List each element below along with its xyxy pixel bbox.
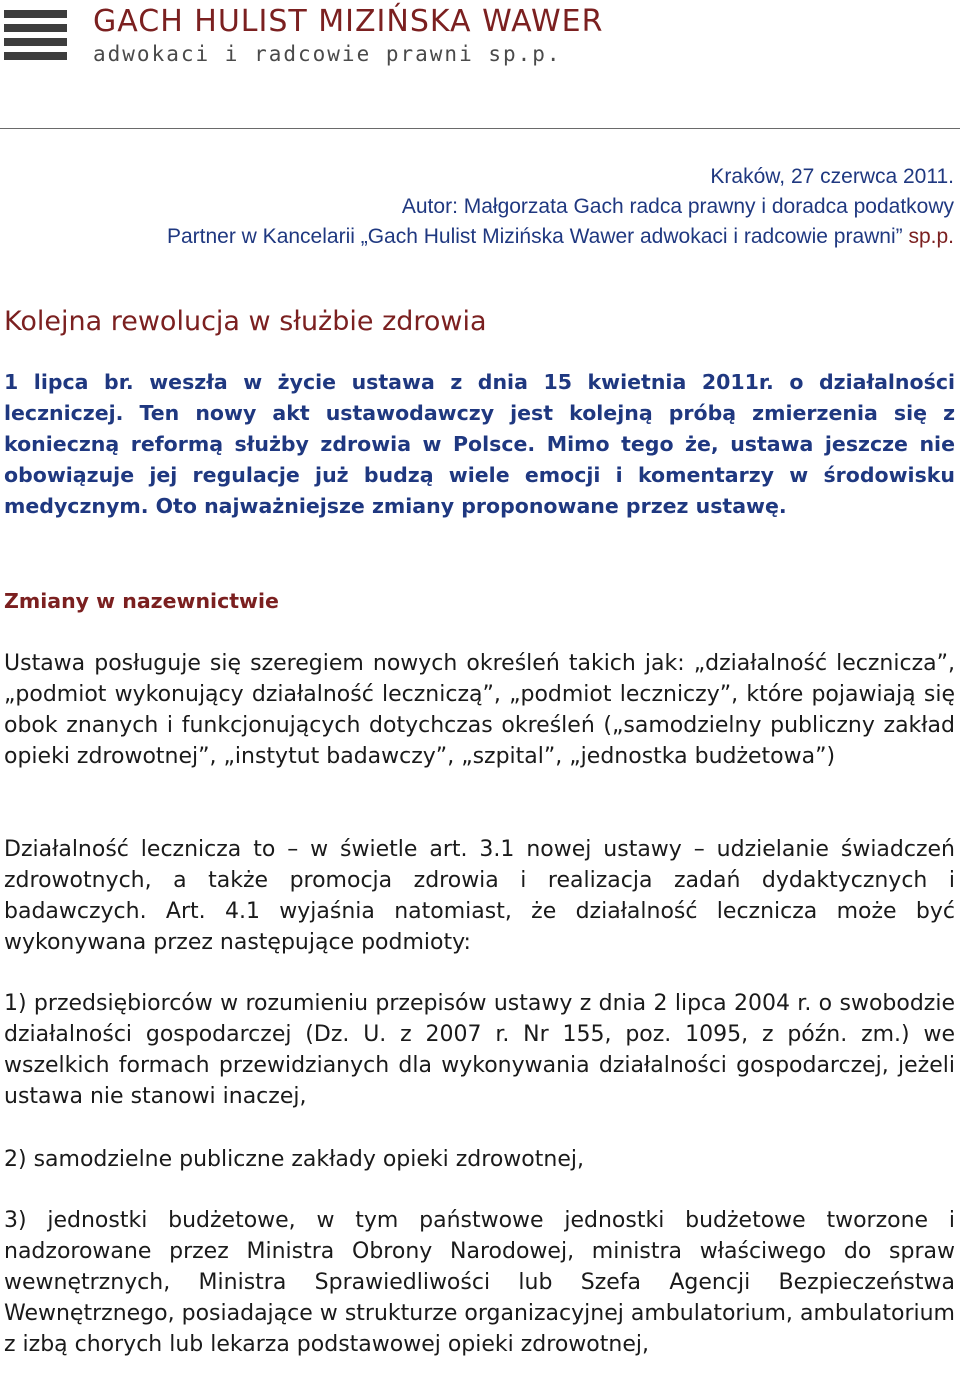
place-date: Kraków, 27 czerwca 2011. [710,165,954,188]
firm-logo [4,4,664,74]
paragraph-terminology: Ustawa posługuje się szeregiem nowych określeń takich jak: „działalność lecznicza”, „podmiot wykonujący działalność leczniczą”, „podmiot leczniczy”, które pojawiają się obok znanych i funkcjonujących dotychczas określeń („samodzielny publiczny zakład opieki zdrowotnej”, „instytut badawczy”, „szpital”, „jednostka budżetowa”) [4,651,955,769]
firm-name: GACH HULIST MIZIŃSKA WAWER [93,4,604,39]
logo-bars-icon [4,10,67,62]
section-heading: Zmiany w nazewnictwie [4,589,279,613]
partner-suffix: sp.p. [908,225,954,248]
article-lead: 1 lipca br. weszła w życie ustawa z dnia 15 kwietnia 2011r. o działalności leczniczej. Ten nowy akt ustawodawczy jest kolejną próbą zmierzenia się z konieczną reformą służby zdrowia w Polsce. Mimo tego że, ustawa jeszcze nie obowiązuje jej regulacje już budzą wiele emocji i komentarzy w środowisku medycznym. Oto najważniejsze zmiany proponowane przez ustawę. [4,370,955,518]
partner-line [167,222,954,252]
list-item-1: 1) przedsiębiorców w rozumieniu przepisów ustawy z dnia 2 lipca 2004 r. o swobodzie działalności gospodarczej (Dz. U. z 2007 r. Nr 155, poz. 1095, z późn. zm.) we wszelkich formach przewidzianych dla wykonywania działalności gospodarczej, jeżeli ustawa nie stanowi inaczej, [4,991,955,1109]
document-meta [167,162,954,252]
paragraph-definition: Działalność lecznicza to – w świetle art. 3.1 nowej ustawy – udzielanie świadczeń zdrowotnych, a także promocja zdrowia i realizacja zadań dydaktycznych i badawczych. Art. 4.1 wyjaśnia natomiast, że działalność lecznicza może być wykonywana przez następujące podmioty: [4,837,955,955]
author-line: Autor: Małgorzata Gach radca prawny i doradca podatkowy [401,195,954,218]
list-item-3: 3) jednostki budżetowe, w tym państwowe jednostki budżetowe tworzone i nadzorowane przez Ministra Obrony Narodowej, ministra właściwego do spraw wewnętrznych, Ministra Sprawiedliwości lub Szefa Agencji Bezpieczeństwa Wewnętrznego, posiadające w strukturze organizacyjnej ambulatorium, ambulatorium z izbą chorych lub lekarza podstawowej opieki zdrowotnej, [4,1208,955,1357]
partner-text: Partner w Kancelarii „Gach Hulist Mizińska Wawer adwokaci i radcowie prawni” [166,225,909,248]
list-item-2: 2) samodzielne publiczne zakłady opieki zdrowotnej, [4,1147,584,1172]
firm-subtitle: adwokaci i radcowie prawni sp.p. [93,42,562,66]
article-title: Kolejna rewolucja w służbie zdrowia [4,306,487,337]
header-divider [0,128,960,129]
